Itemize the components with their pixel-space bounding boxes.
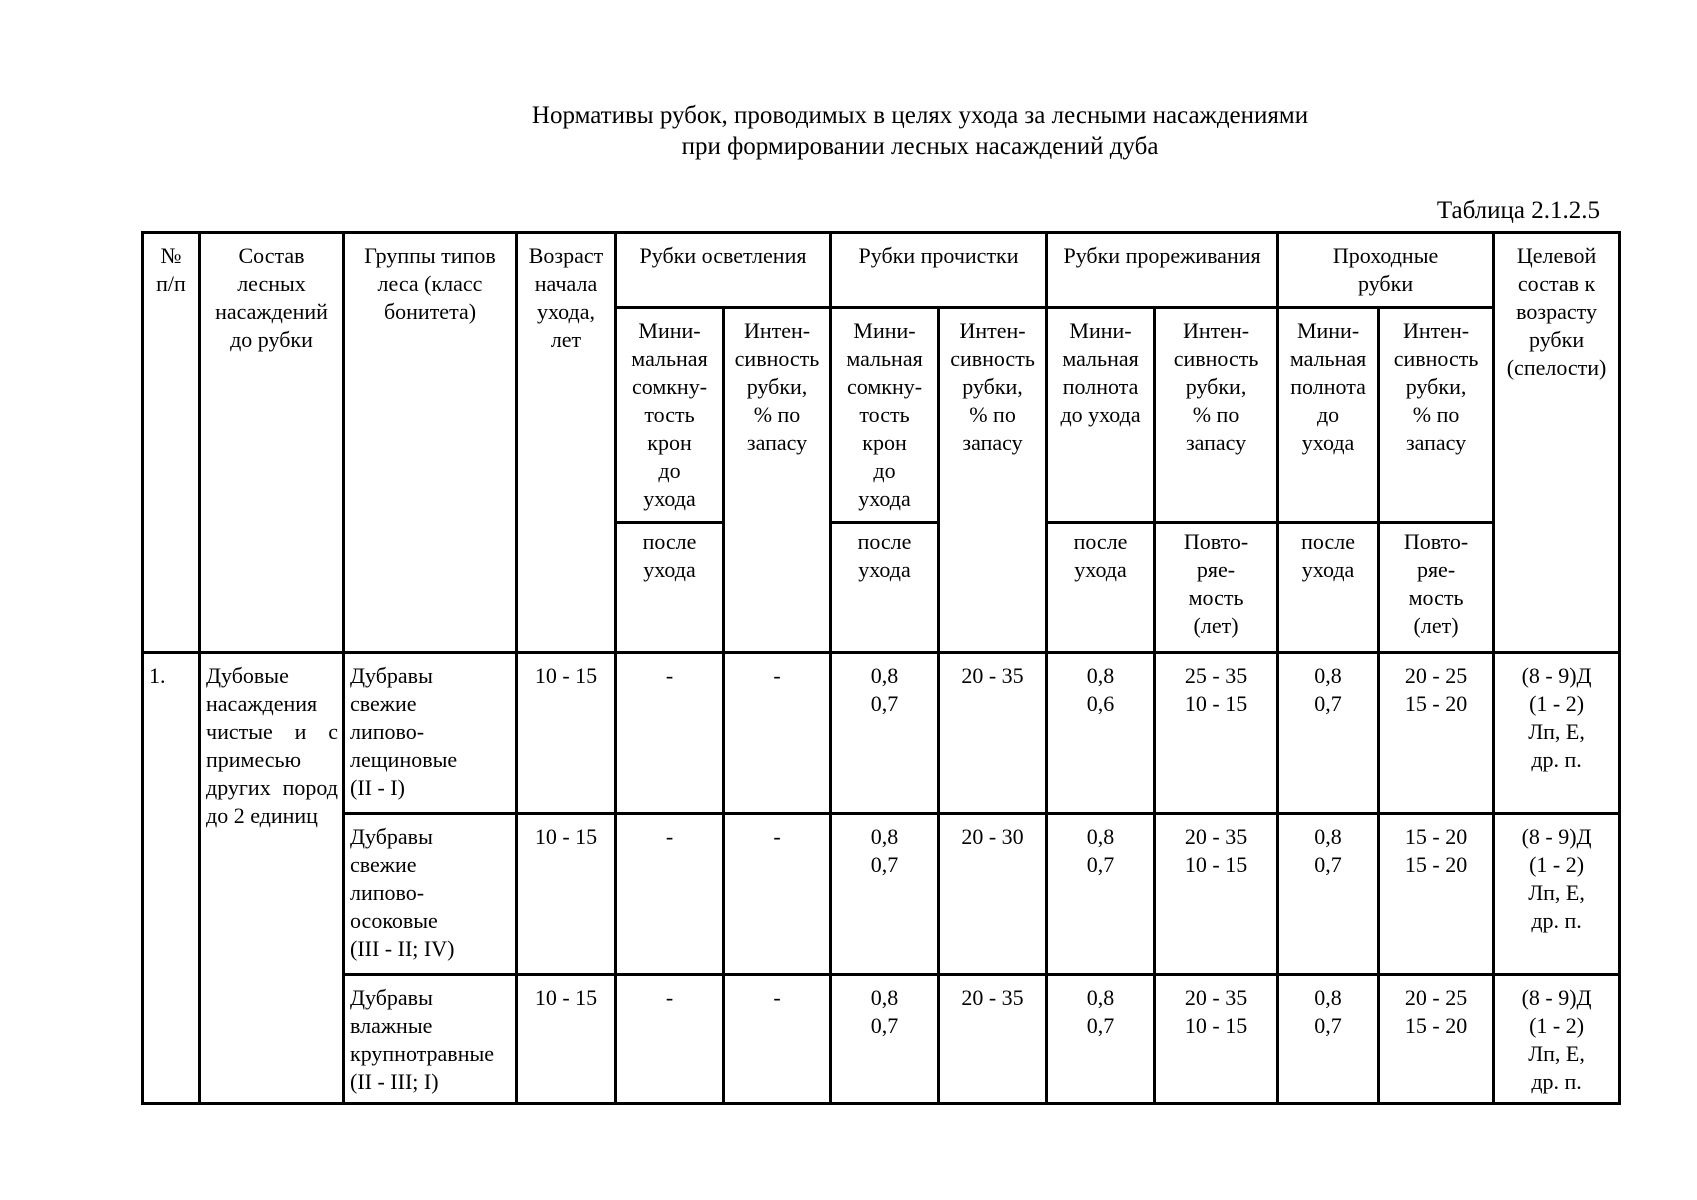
- row-pass-density: 0,8 0,7: [1278, 653, 1379, 814]
- row-pass-intensity: 15 - 20 15 - 20: [1379, 814, 1494, 975]
- header-thinning: Рубки прореживания: [1047, 233, 1278, 308]
- header-forest-groups: Группы типов леса (класс бонитета): [344, 233, 517, 653]
- row-thin-intensity: 20 - 35 10 - 15: [1155, 975, 1278, 1104]
- row-thin-intensity: 25 - 35 10 - 15: [1155, 653, 1278, 814]
- header-pass-after-care: после ухода: [1278, 523, 1379, 653]
- header-passing: Проходные рубки: [1278, 233, 1494, 308]
- row-clean-closure: 0,8 0,7: [831, 653, 939, 814]
- row-clean-intensity: 20 - 35: [939, 653, 1047, 814]
- table-number: Таблица 2.1.2.5: [1436, 197, 1600, 224]
- row-start-age: 10 - 15: [517, 653, 616, 814]
- row-clar-closure: -: [616, 653, 724, 814]
- row-clean-intensity: 20 - 35: [939, 975, 1047, 1104]
- norms-table: [141, 231, 1621, 1105]
- header-start-age: Возраст начала ухода, лет: [517, 233, 616, 653]
- header-target: Целевой состав к возрасту рубки (спелости): [1494, 233, 1620, 653]
- row-clean-intensity: 20 - 30: [939, 814, 1047, 975]
- header-thin-min-density: Мини- мальная полнота до ухода: [1047, 308, 1155, 523]
- row-target: (8 - 9)Д (1 - 2) Лп, Е, др. п.: [1494, 653, 1620, 814]
- row-pass-density: 0,8 0,7: [1278, 975, 1379, 1104]
- row-number: 1.: [143, 653, 200, 1104]
- header-clean-after-care: после ухода: [831, 523, 939, 653]
- row-clar-closure: -: [616, 814, 724, 975]
- row-clean-closure: 0,8 0,7: [831, 975, 939, 1104]
- header-num: № п/п: [143, 233, 200, 653]
- header-composition: Состав лесных насаждений до рубки: [200, 233, 344, 653]
- row-thin-density: 0,8 0,6: [1047, 653, 1155, 814]
- row-clar-intensity: -: [724, 653, 831, 814]
- table-row: [143, 975, 1620, 1104]
- header-clarification: Рубки осветления: [616, 233, 831, 308]
- header-row-1: [143, 233, 1620, 308]
- row-target: (8 - 9)Д (1 - 2) Лп, Е, др. п.: [1494, 975, 1620, 1104]
- row-thin-intensity: 20 - 35 10 - 15: [1155, 814, 1278, 975]
- row-clar-closure: -: [616, 975, 724, 1104]
- row-pass-density: 0,8 0,7: [1278, 814, 1379, 975]
- header-clean-min-closure: Мини- мальная сомкну- тость крон до ухода: [831, 308, 939, 523]
- row-thin-density: 0,8 0,7: [1047, 814, 1155, 975]
- header-pass-repeatability: Повто- ряе- мость (лет): [1379, 523, 1494, 653]
- header-clar-min-closure: Мини- мальная сомкну- тость крон до ухода: [616, 308, 724, 523]
- row-composition: Дубовые насаждения чистые и с примесью других пород до 2 единиц: [200, 653, 344, 1104]
- row-target: (8 - 9)Д (1 - 2) Лп, Е, др. п.: [1494, 814, 1620, 975]
- row-clean-closure: 0,8 0,7: [831, 814, 939, 975]
- title-line-2: при формировании лесных насаждений дуба: [681, 133, 1159, 160]
- header-pass-min-density: Мини- мальная полнота до ухода: [1278, 308, 1379, 523]
- row-clar-intensity: -: [724, 975, 831, 1104]
- header-thin-repeatability: Повто- ряе- мость (лет): [1155, 523, 1278, 653]
- row-start-age: 10 - 15: [517, 814, 616, 975]
- table-row: [143, 653, 1620, 814]
- header-pass-intensity: Интен- сивность рубки, % по запасу: [1379, 308, 1494, 523]
- header-clean-intensity: Интен- сивность рубки, % по запасу: [939, 308, 1047, 653]
- document-title: [0, 100, 1697, 162]
- row-start-age: 10 - 15: [517, 975, 616, 1104]
- header-clar-after-care: после ухода: [616, 523, 724, 653]
- row-clar-intensity: -: [724, 814, 831, 975]
- row-forest-group: Дубравы свежие липово- лещиновые (II - I): [344, 653, 517, 814]
- header-cleaning: Рубки прочистки: [831, 233, 1047, 308]
- header-thin-after-care: после ухода: [1047, 523, 1155, 653]
- row-pass-intensity: 20 - 25 15 - 20: [1379, 653, 1494, 814]
- row-forest-group: Дубравы влажные крупнотравные (II - III; I): [344, 975, 517, 1104]
- row-pass-intensity: 20 - 25 15 - 20: [1379, 975, 1494, 1104]
- header-thin-intensity: Интен- сивность рубки, % по запасу: [1155, 308, 1278, 523]
- header-clar-intensity: Интен- сивность рубки, % по запасу: [724, 308, 831, 653]
- row-forest-group: Дубравы свежие липово- осоковые (III - II; IV): [344, 814, 517, 975]
- table-row: [143, 814, 1620, 975]
- row-thin-density: 0,8 0,7: [1047, 975, 1155, 1104]
- title-line-1: Нормативы рубок, проводимых в целях ухода за лесными насаждениями: [531, 102, 1309, 129]
